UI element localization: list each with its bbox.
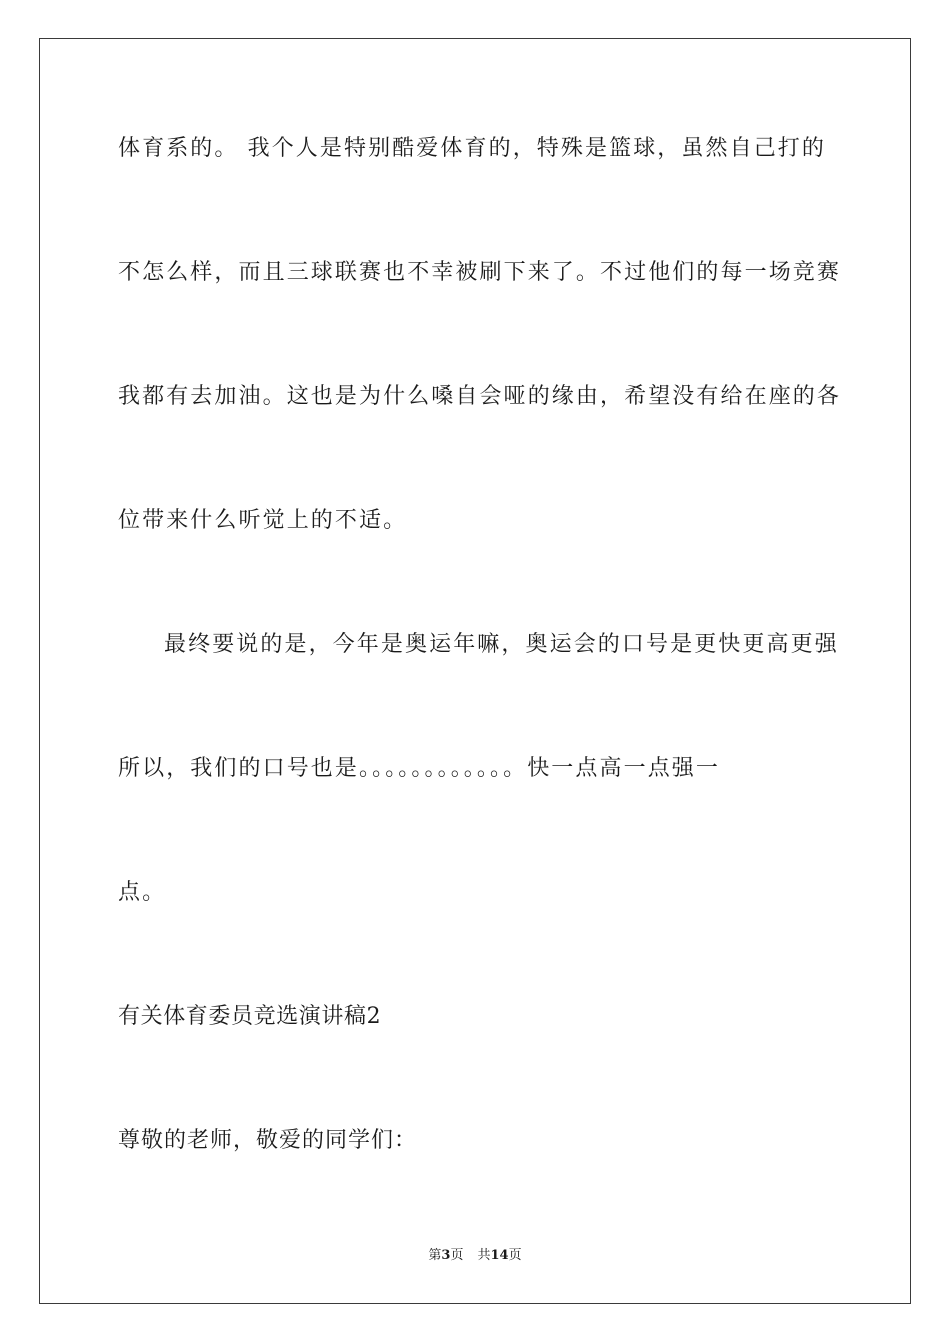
page-footer — [0, 1247, 950, 1265]
body-text-line: 不怎么样，而且三球联赛也不幸被刷下来了。不过他们的每一场竞赛 — [118, 260, 842, 285]
page-prefix: 第 — [428, 1248, 442, 1263]
salutation-line: 尊敬的老师，敬爱的同学们： — [118, 1128, 418, 1153]
page-border — [39, 38, 911, 1304]
body-text-line: 体育系的。 我个人是特别酷爱体育的，特殊是篮球，虽然自己打的 — [118, 136, 826, 161]
body-text-line: 所以，我们的口号也是。。。。。。。。。。。。快一点高一点强一 — [118, 756, 721, 781]
body-text-line: 点。 — [118, 880, 167, 905]
body-text-line: 我都有去加油。这也是为什么嗓自会哑的缘由，希望没有给在座的各 — [118, 384, 842, 409]
section-heading: 有关体育委员竞选演讲稿2 — [118, 1004, 382, 1029]
total-suffix: 页 — [508, 1248, 522, 1263]
page-number: 3 — [441, 1248, 451, 1263]
body-text-line: 最终要说的是，今年是奥运年嘛，奥运会的口号是更快更高更强 — [164, 632, 839, 657]
page-suffix: 页 — [450, 1248, 464, 1263]
total-pages: 14 — [490, 1248, 509, 1263]
total-prefix: 共 — [477, 1248, 491, 1263]
body-text-line: 位带来什么听觉上的不适。 — [118, 508, 408, 533]
